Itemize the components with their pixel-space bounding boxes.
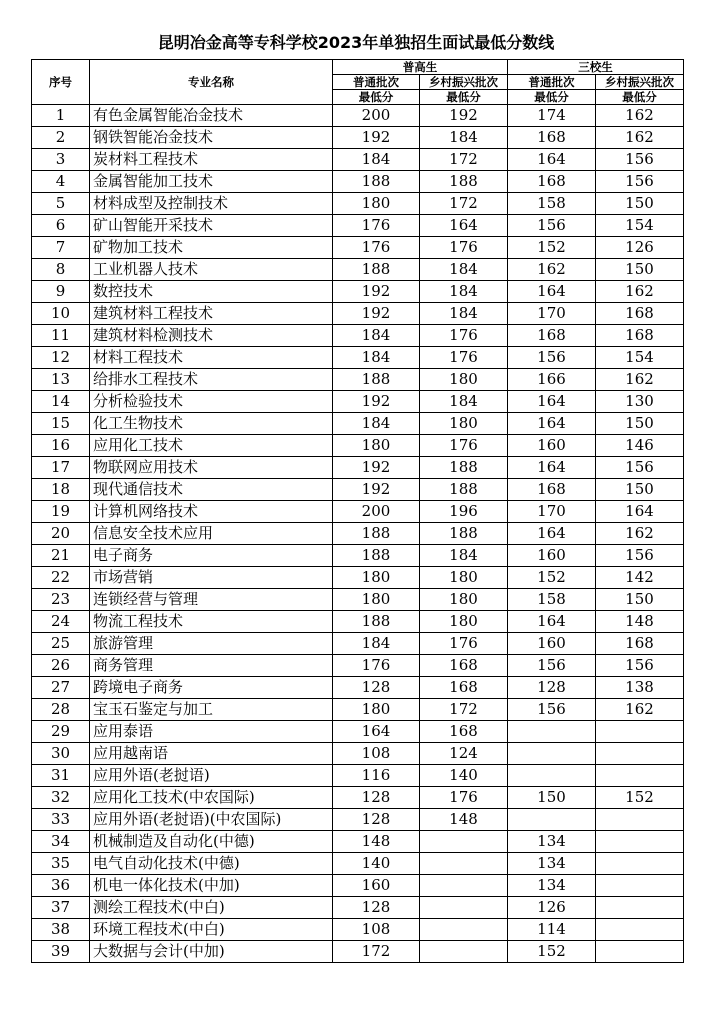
cell-seq: 1 [32,105,90,127]
cell-major-name: 现代通信技术 [90,479,333,501]
cell-sanxiao-general-score: 152 [508,941,596,963]
cell-pugao-rural-score: 184 [420,259,508,281]
cell-major-name: 应用外语(老挝语) [90,765,333,787]
cell-major-name: 化工生物技术 [90,413,333,435]
table-row [32,567,684,589]
table-row [32,501,684,523]
cell-sanxiao-general-score: 168 [508,127,596,149]
table-row [32,149,684,171]
cell-pugao-general-score: 172 [333,941,420,963]
cell-seq: 24 [32,611,90,633]
cell-pugao-general-score: 188 [333,523,420,545]
header-min-score: 最低分 [420,90,508,105]
cell-sanxiao-general-score: 164 [508,611,596,633]
header-major: 专业名称 [90,60,333,105]
cell-sanxiao-general-score: 160 [508,435,596,457]
cell-major-name: 分析检验技术 [90,391,333,413]
table-row [32,545,684,567]
cell-sanxiao-rural-score [596,853,684,875]
header-batch-general: 普通批次 [333,75,420,90]
cell-pugao-rural-score: 168 [420,655,508,677]
cell-major-name: 矿山智能开采技术 [90,215,333,237]
cell-sanxiao-rural-score: 138 [596,677,684,699]
cell-sanxiao-rural-score: 168 [596,303,684,325]
cell-major-name: 连锁经营与管理 [90,589,333,611]
cell-pugao-general-score: 184 [333,325,420,347]
cell-sanxiao-general-score: 114 [508,919,596,941]
cell-pugao-general-score: 108 [333,919,420,941]
table-row [32,765,684,787]
table-row [32,215,684,237]
cell-pugao-rural-score [420,941,508,963]
table-row [32,171,684,193]
cell-seq: 28 [32,699,90,721]
cell-sanxiao-rural-score [596,919,684,941]
cell-major-name: 宝玉石鉴定与加工 [90,699,333,721]
table-header [32,60,684,105]
cell-sanxiao-rural-score: 126 [596,237,684,259]
cell-pugao-general-score: 188 [333,171,420,193]
cell-major-name: 工业机器人技术 [90,259,333,281]
cell-sanxiao-general-score: 158 [508,589,596,611]
cell-pugao-rural-score: 184 [420,303,508,325]
cell-pugao-rural-score: 180 [420,567,508,589]
cell-pugao-rural-score: 184 [420,127,508,149]
table-row [32,611,684,633]
cell-sanxiao-rural-score: 162 [596,105,684,127]
cell-pugao-rural-score [420,919,508,941]
cell-pugao-general-score: 200 [333,105,420,127]
cell-major-name: 市场营销 [90,567,333,589]
cell-sanxiao-rural-score: 162 [596,699,684,721]
header-min-score: 最低分 [508,90,596,105]
table-row [32,831,684,853]
table-row [32,237,684,259]
cell-sanxiao-rural-score: 168 [596,633,684,655]
cell-pugao-rural-score: 168 [420,677,508,699]
cell-sanxiao-general-score: 126 [508,897,596,919]
cell-pugao-general-score: 140 [333,853,420,875]
cell-sanxiao-rural-score [596,831,684,853]
table-row [32,787,684,809]
header-batch-general: 普通批次 [508,75,596,90]
cell-pugao-rural-score: 176 [420,237,508,259]
cell-sanxiao-rural-score: 168 [596,325,684,347]
cell-major-name: 计算机网络技术 [90,501,333,523]
cell-pugao-general-score: 192 [333,457,420,479]
table-row [32,369,684,391]
table-row [32,457,684,479]
cell-sanxiao-rural-score: 162 [596,127,684,149]
cell-pugao-rural-score [420,853,508,875]
cell-sanxiao-general-score: 164 [508,391,596,413]
cell-pugao-general-score: 116 [333,765,420,787]
table-row [32,347,684,369]
table-row [32,479,684,501]
cell-sanxiao-general-score: 150 [508,787,596,809]
header-min-score: 最低分 [596,90,684,105]
cell-seq: 25 [32,633,90,655]
cell-sanxiao-rural-score: 156 [596,457,684,479]
cell-pugao-general-score: 180 [333,567,420,589]
cell-sanxiao-general-score: 152 [508,567,596,589]
cell-pugao-rural-score: 124 [420,743,508,765]
cell-major-name: 钢铁智能冶金技术 [90,127,333,149]
cell-sanxiao-rural-score [596,875,684,897]
table-row [32,435,684,457]
table-row [32,281,684,303]
cell-sanxiao-rural-score: 150 [596,479,684,501]
table-row [32,919,684,941]
cell-seq: 14 [32,391,90,413]
table-row [32,391,684,413]
score-table [31,59,684,963]
cell-pugao-general-score: 192 [333,303,420,325]
table-row [32,303,684,325]
cell-seq: 37 [32,897,90,919]
cell-seq: 4 [32,171,90,193]
cell-pugao-general-score: 176 [333,215,420,237]
cell-pugao-general-score: 160 [333,875,420,897]
table-row [32,105,684,127]
cell-pugao-general-score: 192 [333,391,420,413]
cell-seq: 35 [32,853,90,875]
cell-pugao-general-score: 192 [333,281,420,303]
table-row [32,941,684,963]
table-row [32,677,684,699]
cell-sanxiao-general-score: 164 [508,413,596,435]
cell-pugao-general-score: 176 [333,655,420,677]
table-body [32,105,684,963]
cell-sanxiao-general-score [508,809,596,831]
cell-pugao-rural-score: 168 [420,721,508,743]
cell-seq: 34 [32,831,90,853]
cell-pugao-rural-score: 196 [420,501,508,523]
cell-seq: 3 [32,149,90,171]
cell-pugao-rural-score: 188 [420,479,508,501]
cell-pugao-rural-score: 188 [420,523,508,545]
cell-sanxiao-rural-score: 156 [596,655,684,677]
cell-major-name: 应用化工技术 [90,435,333,457]
cell-sanxiao-general-score: 170 [508,501,596,523]
cell-seq: 21 [32,545,90,567]
cell-sanxiao-rural-score [596,809,684,831]
cell-seq: 13 [32,369,90,391]
cell-seq: 32 [32,787,90,809]
cell-major-name: 材料工程技术 [90,347,333,369]
cell-major-name: 炭材料工程技术 [90,149,333,171]
cell-sanxiao-rural-score: 162 [596,281,684,303]
cell-sanxiao-general-score: 134 [508,875,596,897]
table-row [32,127,684,149]
cell-pugao-rural-score: 188 [420,171,508,193]
cell-major-name: 有色金属智能冶金技术 [90,105,333,127]
cell-major-name: 旅游管理 [90,633,333,655]
cell-seq: 17 [32,457,90,479]
cell-sanxiao-general-score: 168 [508,325,596,347]
cell-major-name: 测绘工程技术(中白) [90,897,333,919]
cell-major-name: 商务管理 [90,655,333,677]
cell-sanxiao-rural-score: 150 [596,259,684,281]
cell-pugao-general-score: 128 [333,677,420,699]
cell-pugao-general-score: 188 [333,611,420,633]
cell-pugao-rural-score: 176 [420,347,508,369]
cell-sanxiao-general-score: 162 [508,259,596,281]
cell-sanxiao-rural-score: 150 [596,589,684,611]
cell-major-name: 数控技术 [90,281,333,303]
cell-major-name: 建筑材料检测技术 [90,325,333,347]
cell-sanxiao-general-score: 164 [508,281,596,303]
cell-pugao-rural-score: 176 [420,633,508,655]
cell-seq: 30 [32,743,90,765]
cell-major-name: 给排水工程技术 [90,369,333,391]
cell-seq: 36 [32,875,90,897]
cell-sanxiao-rural-score: 154 [596,215,684,237]
cell-sanxiao-rural-score [596,765,684,787]
cell-seq: 23 [32,589,90,611]
cell-seq: 9 [32,281,90,303]
cell-sanxiao-rural-score: 156 [596,149,684,171]
cell-seq: 7 [32,237,90,259]
table-row [32,633,684,655]
cell-pugao-general-score: 188 [333,259,420,281]
header-min-score: 最低分 [333,90,420,105]
cell-sanxiao-general-score [508,721,596,743]
cell-sanxiao-general-score: 134 [508,853,596,875]
cell-pugao-general-score: 180 [333,193,420,215]
cell-sanxiao-rural-score [596,941,684,963]
cell-pugao-rural-score: 184 [420,391,508,413]
cell-sanxiao-general-score: 128 [508,677,596,699]
table-row [32,897,684,919]
cell-sanxiao-general-score: 156 [508,215,596,237]
cell-major-name: 应用化工技术(中农国际) [90,787,333,809]
cell-pugao-rural-score: 172 [420,149,508,171]
header-batch-rural: 乡村振兴批次 [596,75,684,90]
cell-major-name: 建筑材料工程技术 [90,303,333,325]
cell-pugao-rural-score [420,831,508,853]
cell-pugao-general-score: 180 [333,699,420,721]
table-row [32,589,684,611]
cell-sanxiao-general-score: 164 [508,457,596,479]
cell-seq: 31 [32,765,90,787]
cell-pugao-rural-score: 140 [420,765,508,787]
cell-sanxiao-rural-score: 150 [596,413,684,435]
header-seq: 序号 [32,60,90,105]
cell-major-name: 应用外语(老挝语)(中农国际) [90,809,333,831]
table-row [32,875,684,897]
table-row [32,655,684,677]
cell-pugao-general-score: 192 [333,127,420,149]
cell-seq: 11 [32,325,90,347]
cell-sanxiao-general-score: 166 [508,369,596,391]
cell-seq: 19 [32,501,90,523]
cell-major-name: 电气自动化技术(中德) [90,853,333,875]
cell-pugao-general-score: 164 [333,721,420,743]
cell-seq: 2 [32,127,90,149]
cell-sanxiao-rural-score: 152 [596,787,684,809]
cell-major-name: 机电一体化技术(中加) [90,875,333,897]
cell-major-name: 矿物加工技术 [90,237,333,259]
cell-pugao-general-score: 128 [333,787,420,809]
cell-sanxiao-rural-score: 156 [596,171,684,193]
cell-sanxiao-rural-score [596,897,684,919]
cell-sanxiao-rural-score [596,743,684,765]
table-row [32,699,684,721]
page-title: 昆明冶金高等专科学校2023年单独招生面试最低分数线 [157,33,555,52]
cell-sanxiao-general-score: 164 [508,523,596,545]
cell-major-name: 材料成型及控制技术 [90,193,333,215]
cell-major-name: 应用越南语 [90,743,333,765]
cell-pugao-general-score: 188 [333,545,420,567]
cell-sanxiao-general-score: 160 [508,633,596,655]
cell-pugao-general-score: 148 [333,831,420,853]
cell-seq: 22 [32,567,90,589]
cell-seq: 6 [32,215,90,237]
table-row [32,523,684,545]
cell-sanxiao-general-score: 174 [508,105,596,127]
cell-pugao-general-score: 176 [333,237,420,259]
cell-sanxiao-general-score: 156 [508,655,596,677]
cell-pugao-rural-score: 164 [420,215,508,237]
table-row [32,193,684,215]
cell-sanxiao-rural-score: 146 [596,435,684,457]
cell-sanxiao-rural-score: 154 [596,347,684,369]
table-row [32,413,684,435]
cell-major-name: 跨境电子商务 [90,677,333,699]
cell-sanxiao-general-score: 156 [508,347,596,369]
cell-pugao-rural-score: 184 [420,545,508,567]
cell-pugao-general-score: 184 [333,347,420,369]
cell-sanxiao-general-score: 164 [508,149,596,171]
cell-seq: 15 [32,413,90,435]
cell-sanxiao-general-score: 134 [508,831,596,853]
cell-pugao-general-score: 108 [333,743,420,765]
cell-seq: 8 [32,259,90,281]
cell-seq: 16 [32,435,90,457]
cell-pugao-rural-score: 148 [420,809,508,831]
cell-pugao-general-score: 200 [333,501,420,523]
cell-sanxiao-rural-score: 156 [596,545,684,567]
cell-sanxiao-general-score: 158 [508,193,596,215]
cell-pugao-rural-score: 180 [420,589,508,611]
cell-pugao-rural-score: 192 [420,105,508,127]
cell-sanxiao-rural-score: 162 [596,523,684,545]
header-group-sanxiaosheng: 三校生 [508,60,684,75]
cell-sanxiao-rural-score: 162 [596,369,684,391]
cell-seq: 29 [32,721,90,743]
cell-pugao-general-score: 184 [333,149,420,171]
cell-pugao-rural-score [420,875,508,897]
cell-seq: 39 [32,941,90,963]
cell-seq: 12 [32,347,90,369]
cell-pugao-rural-score [420,897,508,919]
cell-seq: 26 [32,655,90,677]
cell-sanxiao-general-score: 156 [508,699,596,721]
cell-sanxiao-rural-score: 150 [596,193,684,215]
cell-seq: 10 [32,303,90,325]
cell-sanxiao-rural-score: 164 [596,501,684,523]
cell-seq: 20 [32,523,90,545]
table-row [32,721,684,743]
cell-sanxiao-general-score [508,743,596,765]
cell-pugao-rural-score: 180 [420,413,508,435]
cell-pugao-general-score: 184 [333,413,420,435]
cell-sanxiao-general-score: 170 [508,303,596,325]
cell-seq: 38 [32,919,90,941]
cell-sanxiao-general-score [508,765,596,787]
cell-major-name: 物联网应用技术 [90,457,333,479]
cell-major-name: 物流工程技术 [90,611,333,633]
cell-major-name: 电子商务 [90,545,333,567]
cell-sanxiao-rural-score: 148 [596,611,684,633]
cell-pugao-rural-score: 176 [420,787,508,809]
cell-seq: 18 [32,479,90,501]
cell-sanxiao-rural-score: 130 [596,391,684,413]
cell-major-name: 机械制造及自动化(中德) [90,831,333,853]
table-row [32,259,684,281]
cell-major-name: 大数据与会计(中加) [90,941,333,963]
cell-pugao-rural-score: 184 [420,281,508,303]
cell-seq: 27 [32,677,90,699]
cell-pugao-general-score: 188 [333,369,420,391]
cell-sanxiao-general-score: 168 [508,479,596,501]
cell-major-name: 信息安全技术应用 [90,523,333,545]
cell-pugao-general-score: 192 [333,479,420,501]
cell-sanxiao-rural-score [596,721,684,743]
cell-pugao-rural-score: 176 [420,325,508,347]
cell-sanxiao-general-score: 160 [508,545,596,567]
table-row [32,809,684,831]
cell-pugao-general-score: 128 [333,809,420,831]
header-group-pugaosheng: 普高生 [333,60,508,75]
cell-pugao-rural-score: 172 [420,193,508,215]
table-row [32,743,684,765]
header-batch-rural: 乡村振兴批次 [420,75,508,90]
cell-sanxiao-general-score: 168 [508,171,596,193]
cell-major-name: 环境工程技术(中白) [90,919,333,941]
cell-pugao-general-score: 128 [333,897,420,919]
cell-pugao-rural-score: 180 [420,611,508,633]
cell-pugao-general-score: 180 [333,589,420,611]
cell-major-name: 金属智能加工技术 [90,171,333,193]
cell-pugao-rural-score: 172 [420,699,508,721]
cell-pugao-general-score: 180 [333,435,420,457]
cell-seq: 33 [32,809,90,831]
cell-pugao-general-score: 184 [333,633,420,655]
table-row [32,853,684,875]
table-row [32,325,684,347]
cell-pugao-rural-score: 176 [420,435,508,457]
cell-pugao-rural-score: 188 [420,457,508,479]
cell-sanxiao-general-score: 152 [508,237,596,259]
cell-major-name: 应用泰语 [90,721,333,743]
cell-seq: 5 [32,193,90,215]
cell-sanxiao-rural-score: 142 [596,567,684,589]
cell-pugao-rural-score: 180 [420,369,508,391]
